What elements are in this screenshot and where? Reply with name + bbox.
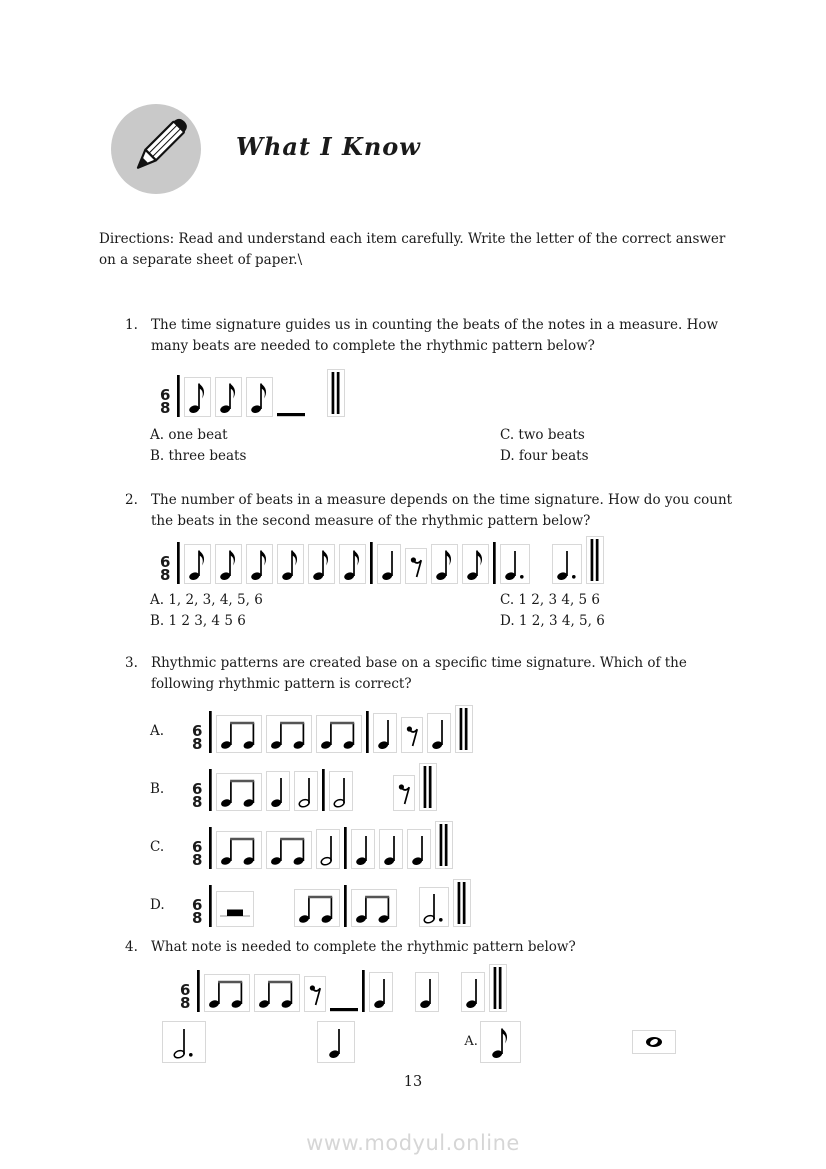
double-barline [455, 705, 473, 753]
barline [322, 769, 325, 811]
blank-line [277, 387, 305, 417]
page-title: What I Know [236, 131, 421, 161]
question-4-note-options [160, 1024, 676, 1060]
blank-line [330, 982, 358, 1012]
page-number: 13 [403, 1073, 423, 1090]
note-option-dotted-half [160, 1021, 206, 1063]
quarter-note-icon [266, 771, 290, 811]
double-barline [453, 879, 471, 927]
half-note-icon [294, 771, 318, 811]
quarter-note-icon [415, 972, 439, 1012]
barline [366, 711, 369, 753]
option-letter: D. [150, 896, 165, 913]
eighth-note-icon [277, 544, 304, 584]
option-a-rhythm [192, 709, 475, 753]
quarter-note-icon [427, 713, 451, 753]
beamed-eighth-notes-icon [294, 889, 340, 927]
question-3-option-a [150, 709, 826, 753]
question-number: 4. [125, 938, 138, 955]
whole-note-icon [632, 1030, 676, 1054]
option-letter: C. [150, 838, 165, 855]
beamed-eighth-notes-icon [216, 773, 262, 811]
question-3-option-c [150, 825, 826, 869]
eighth-rest-icon [304, 976, 326, 1012]
time-signature-6-8: 6 8 [192, 779, 203, 811]
question-1-rhythm [160, 369, 826, 417]
barline [362, 970, 365, 1012]
question-number: 2. [125, 491, 138, 508]
question-2-choices [150, 590, 826, 633]
pencil-icon [110, 103, 202, 195]
option-label: A. [464, 1034, 478, 1050]
quarter-note-icon [461, 972, 485, 1012]
question-2-rhythm [160, 538, 826, 584]
time-signature-6-8: 6 8 [192, 721, 203, 753]
beamed-eighth-notes-icon [216, 831, 262, 869]
question-2 [125, 490, 736, 532]
eighth-note-icon [246, 544, 273, 584]
eighth-note-icon [339, 544, 366, 584]
eighth-note-icon [308, 544, 335, 584]
beamed-eighth-notes-icon [254, 974, 300, 1012]
barline [209, 885, 212, 927]
note-option-quarter [315, 1021, 355, 1063]
beamed-eighth-notes-icon [204, 974, 250, 1012]
question-1 [125, 315, 736, 357]
dotted-half-note-icon [419, 887, 449, 927]
double-barline [586, 536, 604, 584]
question-text: The number of beats in a measure depends on the time signature. How do you count the beats in the second measure of the rhythmic pattern below? [151, 491, 733, 529]
quarter-note-icon [369, 972, 393, 1012]
half-note-icon [316, 829, 340, 869]
double-barline [435, 821, 453, 869]
choice: B. 1 2 3, 4 5 6 [150, 613, 246, 630]
option-c-rhythm [192, 825, 455, 869]
beamed-eighth-notes-icon [216, 715, 262, 753]
choice: D. 1 2, 3 4, 5, 6 [500, 613, 605, 630]
question-text: Rhythmic patterns are created base on a specific time signature. Which of the following rhythmic pattern is correct? [151, 654, 687, 692]
beamed-eighth-notes-icon [351, 889, 397, 927]
choice: C. two beats [500, 426, 585, 443]
quarter-note-icon [379, 829, 403, 869]
section-header [0, 0, 826, 195]
dotted-quarter-note-icon [552, 544, 582, 584]
choice: D. four beats [500, 448, 589, 465]
eighth-note-icon [184, 377, 211, 417]
barline [177, 542, 180, 584]
quarter-note-icon [373, 713, 397, 753]
half-note-icon [329, 771, 353, 811]
beamed-eighth-notes-icon [316, 715, 362, 753]
watermark-text: www.modyul.online [306, 1131, 520, 1155]
eighth-note-icon [480, 1021, 521, 1063]
quarter-note-icon [407, 829, 431, 869]
time-signature-6-8: 6 8 [160, 385, 171, 417]
dotted-quarter-note-icon [500, 544, 530, 584]
eighth-rest-icon [393, 775, 415, 811]
time-signature-6-8: 6 8 [180, 980, 191, 1012]
time-signature-6-8: 6 8 [160, 552, 171, 584]
eighth-note-icon [215, 544, 242, 584]
dotted-half-note-icon [162, 1021, 206, 1063]
question-3-option-b [150, 767, 826, 811]
beamed-eighth-notes-icon [266, 831, 312, 869]
question-1-choices [150, 425, 826, 468]
eighth-note-icon [462, 544, 489, 584]
question-3-option-d [150, 883, 826, 927]
time-signature-6-8: 6 8 [192, 837, 203, 869]
option-d-rhythm [192, 883, 473, 927]
barline [344, 885, 347, 927]
eighth-note-icon [246, 377, 273, 417]
question-number: 3. [125, 654, 138, 671]
barline [209, 711, 212, 753]
double-barline [327, 369, 345, 417]
double-barline [419, 763, 437, 811]
barline [344, 827, 347, 869]
barline [209, 769, 212, 811]
choice: A. one beat [150, 426, 228, 443]
eighth-note-icon [215, 377, 242, 417]
directions-text: Directions: Read and understand each item carefully. Write the letter of the correct answer on a separate sheet of paper.\ [99, 231, 726, 268]
eighth-rest-icon [401, 717, 423, 753]
question-text: What note is needed to complete the rhythmic pattern below? [151, 938, 576, 955]
eighth-rest-icon [405, 548, 427, 584]
question-text: The time signature guides us in counting the beats of the notes in a measure. How many beats are needed to complete the rhythmic pattern below? [151, 316, 719, 354]
option-b-rhythm [192, 767, 439, 811]
half-rest-icon [216, 891, 254, 927]
choice: B. three beats [150, 448, 247, 465]
choice: C. 1 2, 3 4, 5 6 [500, 591, 601, 608]
question-4-rhythm [180, 966, 826, 1012]
time-signature-6-8: 6 8 [192, 895, 203, 927]
question-number: 1. [125, 316, 138, 333]
beamed-eighth-notes-icon [266, 715, 312, 753]
barline [197, 970, 200, 1012]
quarter-note-icon [351, 829, 375, 869]
double-barline [489, 964, 507, 1012]
note-option-whole [630, 1030, 676, 1054]
choice: A. 1, 2, 3, 4, 5, 6 [150, 591, 263, 608]
note-option-eighth [464, 1021, 521, 1063]
barline [493, 542, 496, 584]
question-3 [125, 653, 736, 695]
eighth-note-icon [184, 544, 211, 584]
barline [209, 827, 212, 869]
quarter-note-icon [377, 544, 401, 584]
barline [177, 375, 180, 417]
question-4 [125, 937, 736, 958]
barline [370, 542, 373, 584]
option-letter: A. [150, 722, 165, 739]
option-letter: B. [150, 780, 165, 797]
quarter-note-icon [317, 1021, 355, 1063]
eighth-note-icon [431, 544, 458, 584]
